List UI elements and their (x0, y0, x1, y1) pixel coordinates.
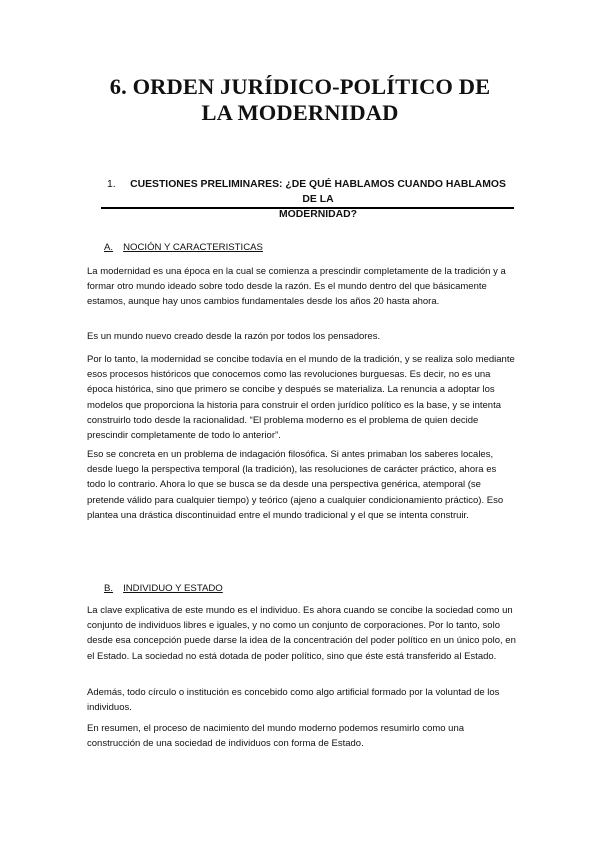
subsection-b-letter: B. (104, 583, 114, 594)
paragraph: La clave explicativa de este mundo es el individuo. Es ahora cuando se concibe la sociedad como un conjunto de individuos libres e iguales, y no como un conjunto de corporaciones. Por lo tanto, solo desde esa concepción puede darse la idea de la concentración del poder político en un único polo, en el Estado. La sociedad no está dotada de poder político, sino que éste está transferido al Estado. (87, 605, 516, 662)
subsection-b-heading (104, 583, 223, 595)
section-1-number: 1. (107, 179, 116, 190)
section-1-heading-line-2: MODERNIDAD? (279, 209, 357, 220)
subsection-a-title: NOCIÓN Y CARACTERISTICAS (123, 242, 263, 253)
paragraph: Además, todo círculo o institución es concebido como algo artificial formado por la voluntad de los individuos. (87, 687, 500, 714)
paragraph: Por lo tanto, la modernidad se concibe todavía en el mundo de la tradición, y se realiza solo mediante esos procesos históricos que conocemos como las revoluciones burguesas. Es decir, no es una época histórica, sino que primero se concibe y después se materializa. La renuncia a adoptar los modelos que proporciona la historia para construir el orden jurídico político es la base, y se intenta construirlo todo desde la racionalidad. “El problema moderno es el problema de quien decide prescindir completamente de todo lo anterior”. (87, 354, 515, 442)
subsection-a-letter: A. (104, 242, 114, 253)
subsection-b-title: INDIVIDUO Y ESTADO (123, 583, 223, 594)
paragraph: En resumen, el proceso de nacimiento del mundo moderno podemos resumirlo como una construcción de una sociedad de individuos con forma de Estado. (87, 723, 465, 750)
section-1-heading (100, 177, 514, 222)
paragraph: Eso se concreta en un problema de indagación filosófica. Si antes primaban los saberes locales, desde luego la perspectiva temporal (la tradición), las resoluciones de carácter práctico, ahora es todo lo contrario. Ahora lo que se busca se da desde una perspectiva genérica, atemporal (se pretende válido para cualquier tiempo) y teórico (ajeno a cualquier condicionamiento práctico). Eso plantea una drástica discontinuidad entre el mundo tradicional y el que se intenta construir. (87, 449, 504, 521)
section-1-heading-line-1: CUESTIONES PRELIMINARES: ¿DE QUÉ HABLAMOS CUANDO HABLAMOS DE LA (130, 179, 506, 205)
document-title (60, 74, 540, 126)
title-line-1: 6. ORDEN JURÍDICO-POLÍTICO DE (109, 74, 491, 99)
subsection-a-heading (104, 242, 263, 254)
paragraph: La modernidad es una época en la cual se comienza a prescindir completamente de la tradición y a formar otro mundo ideado sobre todo desde la razón. Es el mundo dentro del que básicamente estamos, aunque hay unos cambios fundamentales desde los años 20 hasta ahora. (87, 266, 506, 308)
paragraph: Es un mundo nuevo creado desde la razón por todos los pensadores. (87, 331, 381, 342)
title-line-2: LA MODERNIDAD (201, 100, 399, 125)
heading-divider (101, 207, 514, 209)
